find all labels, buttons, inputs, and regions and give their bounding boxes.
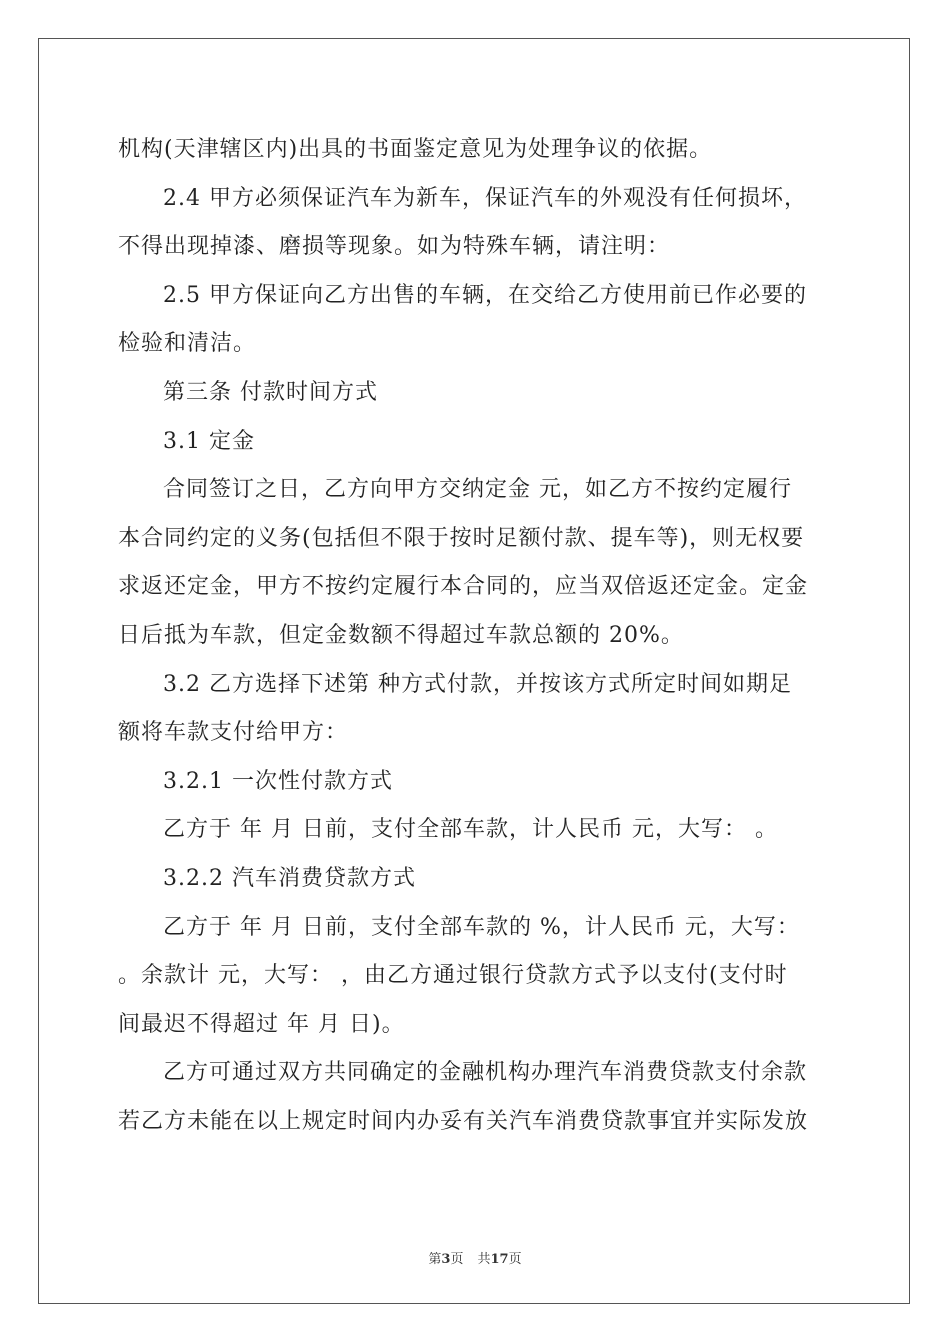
total-pages: 17 <box>490 1252 509 1267</box>
text-line: 。余款计 元，大写： ，由乙方通过银行贷款方式予以支付(支付时 <box>118 963 788 989</box>
subsection-heading: 3.1 定金 <box>163 428 255 454</box>
subsection-heading: 3.2.1 一次性付款方式 <box>163 768 393 794</box>
text-line: 乙方可通过双方共同确定的金融机构办理汽车消费贷款支付余款 <box>163 1060 808 1086</box>
text-line: 不得出现掉漆、磨损等现象。如为特殊车辆，请注明： <box>118 234 671 260</box>
text-line: 2.4 甲方必须保证汽车为新车，保证汽车的外观没有任何损坏， <box>163 185 807 211</box>
total-prefix: 共 <box>477 1252 491 1267</box>
subsection-heading: 3.2.2 汽车消费贷款方式 <box>163 865 416 891</box>
text-line: 日后抵为车款，但定金数额不得超过车款总额的 20%。 <box>118 622 684 648</box>
text-line: 若乙方未能在以上规定时间内办妥有关汽车消费贷款事宜并实际发放 <box>118 1108 809 1134</box>
text-line: 求返还定金，甲方不按约定履行本合同的，应当双倍返还定金。定金 <box>118 574 809 600</box>
text-line: 额将车款支付给甲方： <box>118 720 349 746</box>
page-number: 3 <box>441 1252 451 1267</box>
page-prefix: 第 <box>428 1252 442 1267</box>
text-line: 机构(天津辖区内)出具的书面鉴定意见为处理争议的依据。 <box>118 137 713 162</box>
text-line: 2.5 甲方保证向乙方出售的车辆，在交给乙方使用前已作必要的 <box>163 282 807 308</box>
text-line: 乙方于 年 月 日前，支付全部车款的 %，计人民币 元，大写： <box>163 914 800 940</box>
text-line: 3.2 乙方选择下述第 种方式付款，并按该方式所定时间如期足 <box>163 671 792 697</box>
text-line: 本合同约定的义务(包括但不限于按时足额付款、提车等)，则无权要 <box>118 525 805 551</box>
section-heading: 第三条 付款时间方式 <box>163 379 378 405</box>
text-line: 检验和清洁。 <box>118 331 257 357</box>
page-footer <box>0 1248 950 1267</box>
text-line: 合同签订之日，乙方向甲方交纳定金 元，如乙方不按约定履行 <box>163 477 792 503</box>
text-line: 乙方于 年 月 日前，支付全部车款，计人民币 元，大写： 。 <box>163 817 778 843</box>
document-body <box>118 126 832 1146</box>
page-suffix: 页 <box>450 1252 464 1267</box>
text-line: 间最迟不得超过 年 月 日)。 <box>118 1011 405 1037</box>
total-suffix: 页 <box>508 1252 522 1267</box>
